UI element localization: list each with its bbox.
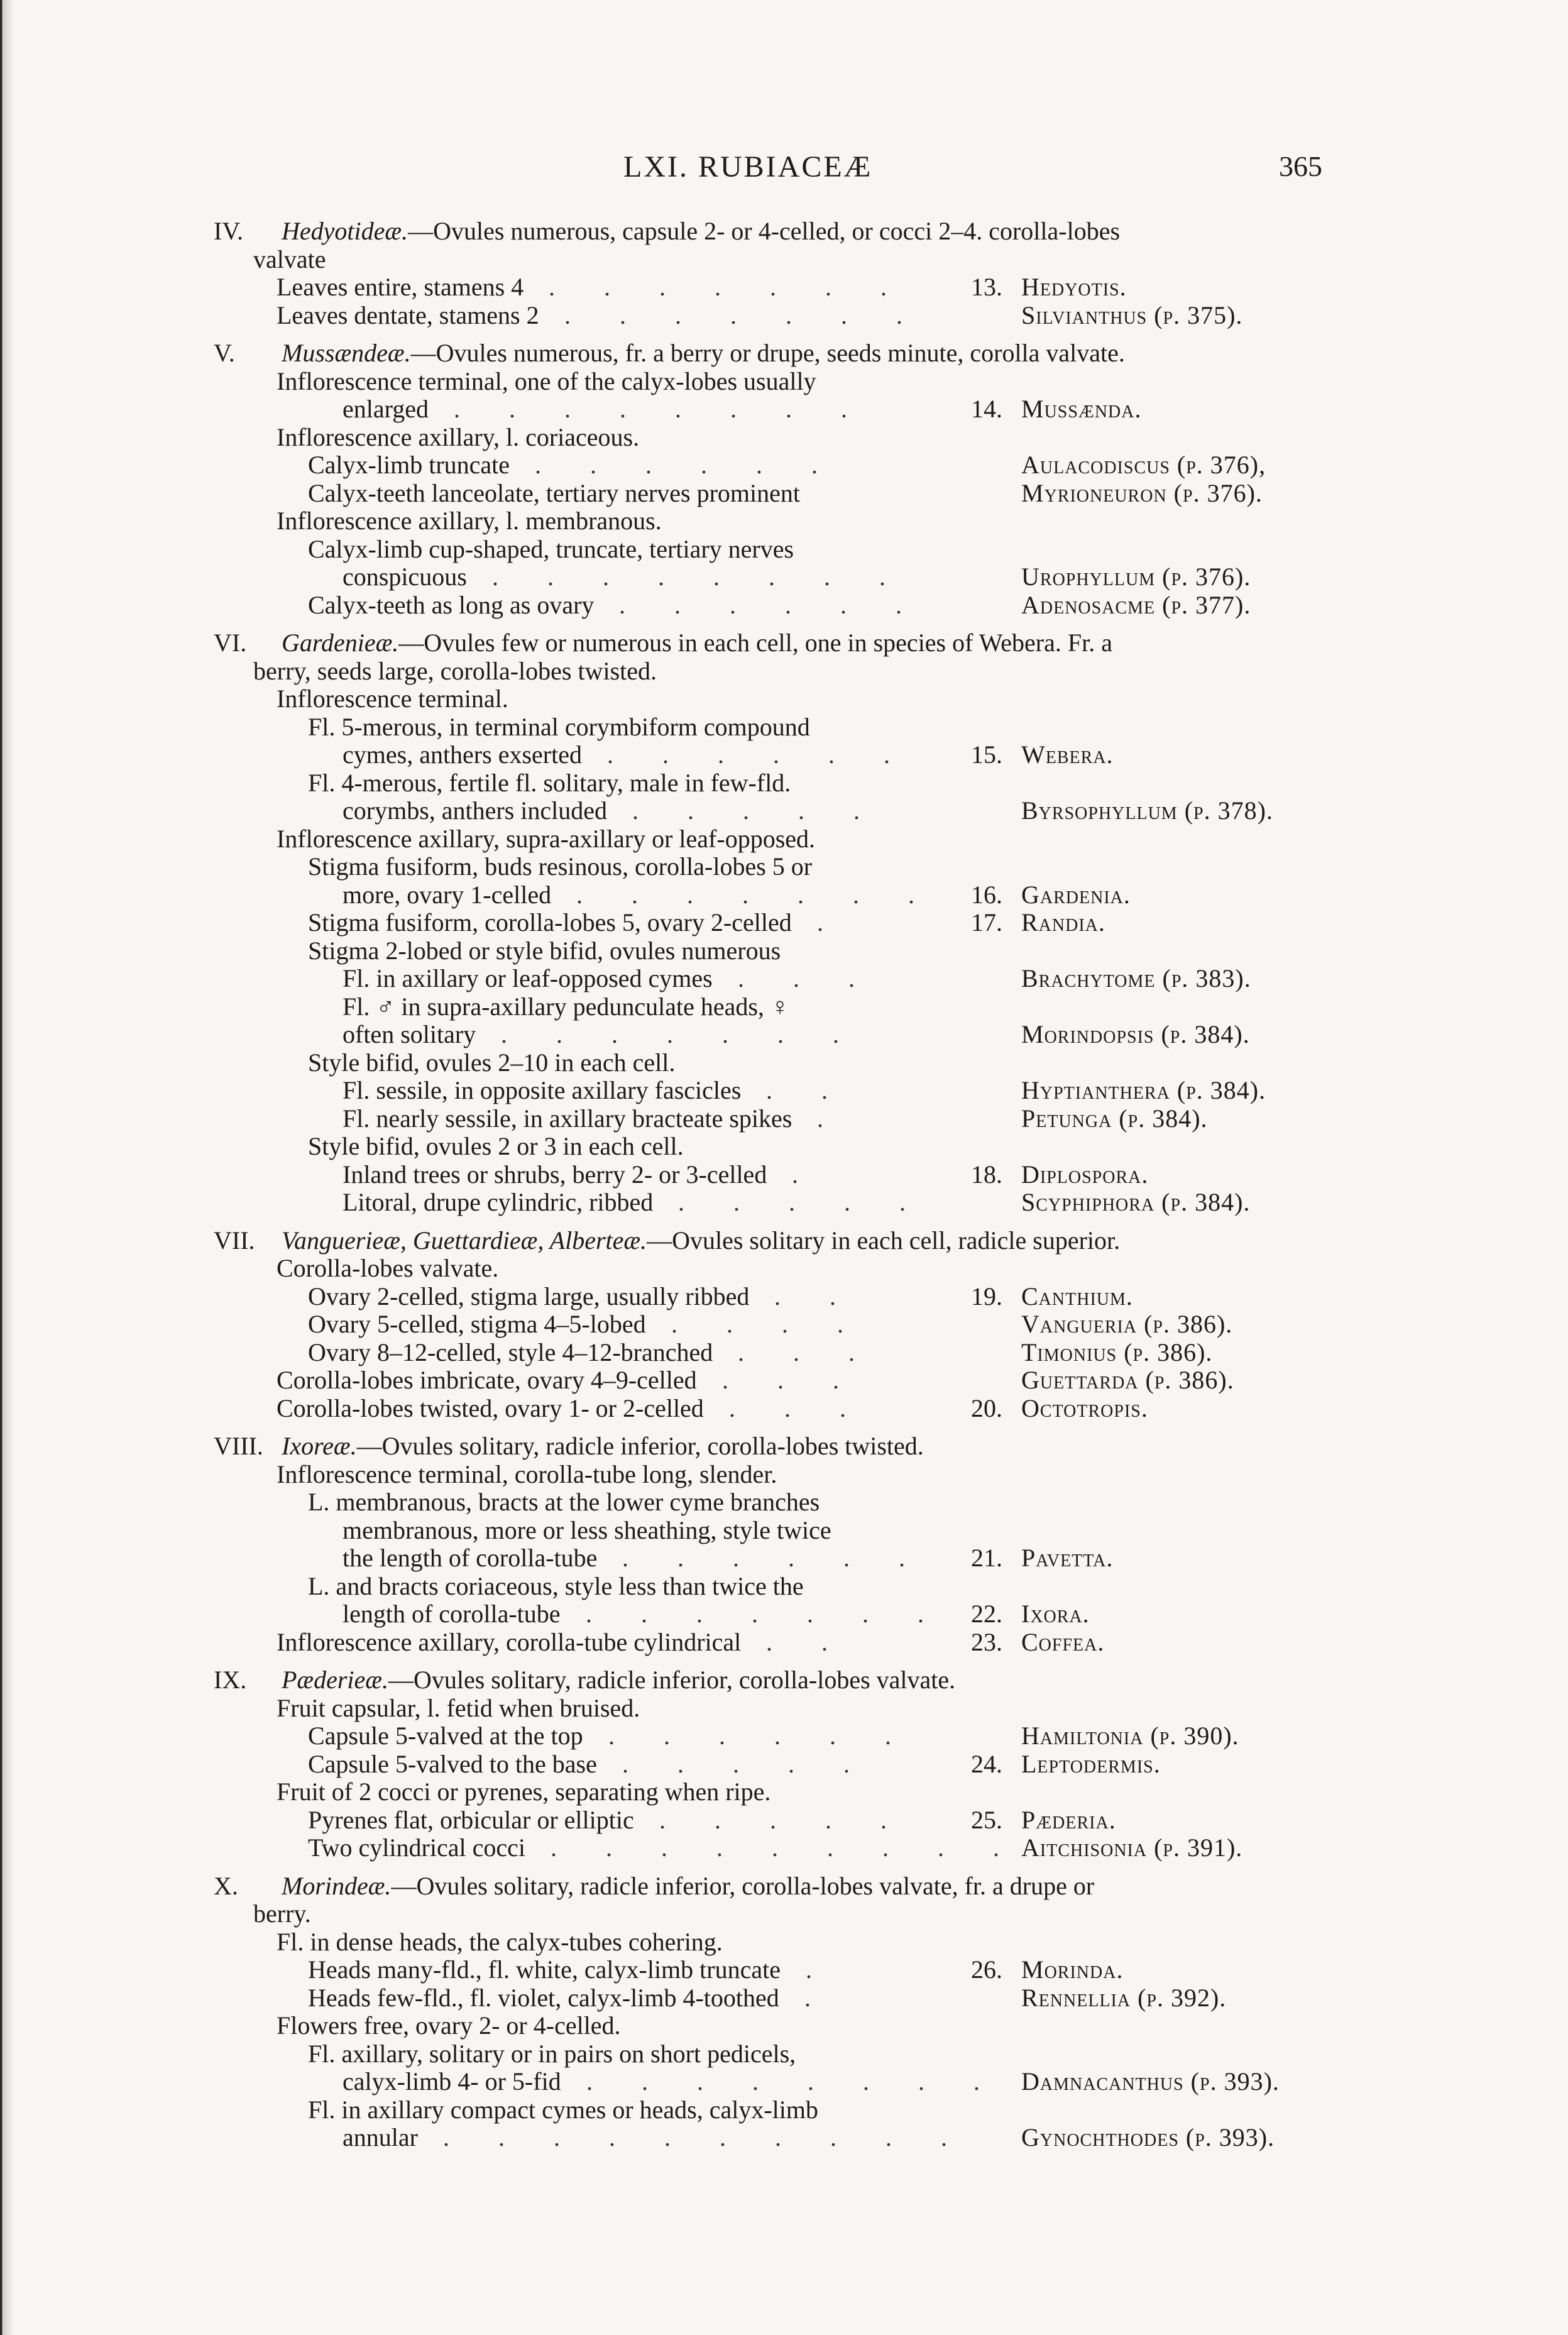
leader-dots: . . <box>766 1627 849 1656</box>
tribe-description-continued <box>0 657 1568 686</box>
entry-text: L. membranous, bracts at the lower cyme branches <box>308 1488 820 1516</box>
genus-name: Canthium. <box>1021 1282 1133 1310</box>
key-entry <box>0 1461 1568 1489</box>
entry-text: Fruit of 2 cocci or pyrenes, separating when ripe. <box>277 1777 771 1806</box>
entry-text: cymes, anthers exserted <box>343 740 582 769</box>
genus-number: 19. <box>971 1282 1002 1310</box>
entry-text: Calyx-limb cup-shaped, truncate, tertiary nerves <box>308 534 794 563</box>
leader-dots: . . . <box>738 964 876 992</box>
tribe-heading <box>0 1432 1568 1461</box>
tribe-name: Morindeæ. <box>282 1871 392 1900</box>
genus-name: Gynochthodes (p. 393). <box>1021 2123 1275 2151</box>
genus-name: Myrioneuron (p. 376). <box>1021 478 1263 507</box>
entry-text: Fl. 4-merous, fertile fl. solitary, male in few-fld. <box>308 768 791 797</box>
key-entry <box>0 395 1568 424</box>
continuation-text: valvate <box>253 244 326 273</box>
key-entry <box>0 1984 1568 2013</box>
genus-name: Pæderia. <box>1021 1805 1116 1834</box>
entry-text: often solitary <box>343 1020 476 1048</box>
tribe-description <box>282 217 1120 246</box>
entry-text: Style bifid, ovules 2–10 in each cell. <box>308 1048 676 1077</box>
key-entry <box>0 1133 1568 1161</box>
entry-text: Inflorescence axillary, l. membranous. <box>277 507 662 535</box>
leader-dots: . . . . . . . . <box>454 395 869 423</box>
leader-dots: . <box>806 1955 833 1984</box>
tribe-name: Pæderieæ. <box>282 1666 388 1694</box>
genus-name: Scyphiphora (p. 384). <box>1021 1188 1251 1216</box>
genus-name: Guettarda (p. 386). <box>1021 1366 1234 1394</box>
genus-number: 16. <box>971 880 1002 909</box>
tribe-description-continued <box>0 246 1568 274</box>
tribe-heading <box>0 629 1568 657</box>
tribe-name: Mussændeæ. <box>282 339 411 367</box>
leader-dots: . . . . . . <box>607 740 911 769</box>
entry-text: Fl. axillary, solitary or in pairs on short pedicels, <box>308 2039 796 2068</box>
entry-text: Inland trees or shrubs, berry 2- or 3-celled <box>343 1160 767 1189</box>
genus-name: Timonius (p. 386). <box>1021 1338 1213 1366</box>
entry-text: Calyx-teeth as long as ovary <box>308 590 595 619</box>
genus-name: Morindopsis (p. 384). <box>1021 1020 1250 1048</box>
entry-text: Fl. nearly sessile, in axillary bracteate spikes <box>343 1104 792 1133</box>
tribe-numeral: X. <box>214 1871 238 1900</box>
key-entry <box>0 1778 1568 1806</box>
tribe-characters: —Ovules numerous, fr. a berry or drupe, seeds minute, corolla valvate. <box>410 339 1125 367</box>
entry-text: corymbs, anthers included <box>343 796 607 825</box>
entry-text: Ovary 5-celled, stigma 4–5-lobed <box>308 1310 646 1338</box>
key-entry <box>0 1600 1568 1629</box>
key-entry <box>0 1049 1568 1077</box>
entry-text: Fl. in axillary or leaf-opposed cymes <box>343 964 713 992</box>
key-entry <box>0 993 1568 1021</box>
key-entry <box>0 797 1568 825</box>
key-entry <box>0 1695 1568 1723</box>
entry-text: Heads many-fld., fl. white, calyx-limb truncate <box>308 1955 781 1984</box>
genus-name: Aulacodiscus (p. 376), <box>1021 451 1266 479</box>
leader-dots: . . . . . . <box>622 1544 926 1572</box>
key-entry <box>0 2068 1568 2096</box>
entry-text: Fl. in dense heads, the calyx-tubes cohering. <box>277 1927 723 1956</box>
genus-number: 18. <box>971 1160 1002 1189</box>
leader-dots: . . . . . . . . . . <box>443 2123 968 2151</box>
entry-text: Two cylindrical cocci <box>308 1833 525 1862</box>
genus-name: Webera. <box>1021 740 1114 769</box>
key-entry <box>0 1255 1568 1283</box>
leader-dots: . <box>817 908 845 937</box>
running-title: LXI. RUBIACEÆ <box>623 150 873 184</box>
genus-name: Hyptianthera (p. 384). <box>1021 1076 1266 1104</box>
entry-text: Ovary 2-celled, stigma large, usually ribbed <box>308 1282 750 1310</box>
key-entry <box>0 273 1568 302</box>
key-entry <box>0 2012 1568 2040</box>
entry-text: Stigma 2-lobed or style bifid, ovules numerous <box>308 936 781 965</box>
genus-number: 20. <box>971 1393 1002 1422</box>
genus-number: 21. <box>971 1544 1002 1572</box>
leader-dots: . . . . . <box>632 796 881 825</box>
genus-name: Rennellia (p. 392). <box>1021 1983 1227 2012</box>
key-entry <box>0 536 1568 564</box>
leader-dots: . . . <box>738 1338 876 1366</box>
entry-text: Inflorescence axillary, l. coriaceous. <box>277 422 640 451</box>
entry-text: Litoral, drupe cylindric, ribbed <box>343 1188 654 1216</box>
genus-name: Gardenia. <box>1021 880 1131 909</box>
entry-text: enlarged <box>343 395 429 423</box>
key-entry <box>0 1283 1568 1311</box>
genus-name: Diplospora. <box>1021 1160 1149 1189</box>
key-entry <box>0 1722 1568 1750</box>
leader-dots: . <box>817 1104 845 1133</box>
tribe-characters: —Ovules few or numerous in each cell, one in species of Webera. Fr. a <box>398 629 1112 657</box>
genus-name: Brachytome (p. 383). <box>1021 964 1251 992</box>
entry-text: Capsule 5-valved at the top <box>308 1722 583 1750</box>
genus-number: 13. <box>971 273 1002 301</box>
entry-text: Inflorescence axillary, supra-axillary or leaf-opposed. <box>277 824 816 853</box>
genus-number: 17. <box>971 908 1002 937</box>
key-entry <box>0 1189 1568 1217</box>
entry-text: Corolla-lobes twisted, ovary 1- or 2-celled <box>277 1393 704 1422</box>
key-entry <box>0 563 1568 591</box>
entry-text: length of corolla-tube <box>343 1600 561 1628</box>
key-entry <box>0 480 1568 508</box>
genus-number: 14. <box>971 395 1002 423</box>
leader-dots: . . . . . . . <box>549 273 908 301</box>
genus-number: 25. <box>971 1805 1002 1834</box>
key-entry <box>0 713 1568 742</box>
leader-dots: . . <box>766 1076 849 1104</box>
key-entry <box>0 1629 1568 1657</box>
entry-text: Leaves dentate, stamens 2 <box>277 300 539 329</box>
leader-dots: . . . . . <box>622 1749 871 1778</box>
leader-dots: . . . . . <box>659 1805 908 1834</box>
key-entry <box>0 965 1568 993</box>
entry-text: Inflorescence terminal, one of the calyx-lobes usually <box>277 366 816 395</box>
key-entry <box>0 1395 1568 1423</box>
tribe-characters: —Ovules solitary, radicle inferior, corolla-lobes valvate, fr. a drupe or <box>391 1871 1095 1900</box>
tribe-characters: —Ovules solitary in each cell, radicle superior. <box>647 1226 1121 1255</box>
entry-text: Inflorescence axillary, corolla-tube cylindrical <box>277 1627 742 1656</box>
tribe-name: Vanguerieæ, Guettardieæ, Alberteæ. <box>282 1226 647 1255</box>
key-entry <box>0 1834 1568 1862</box>
genus-name: Randia. <box>1021 908 1105 937</box>
leader-dots: . . . . . . . . <box>586 2067 1001 2096</box>
tribe-numeral: V. <box>214 339 235 367</box>
key-entry <box>0 1339 1568 1367</box>
continuation-text: berry. <box>253 1899 311 1928</box>
genus-name: Adenosacme (p. 377). <box>1021 590 1251 619</box>
key-entry <box>0 909 1568 937</box>
entry-text: membranous, more or less sheathing, style twice <box>343 1515 831 1544</box>
page-number: 365 <box>1279 150 1322 182</box>
genus-name: Leptodermis. <box>1021 1749 1161 1778</box>
tribe-heading <box>0 1872 1568 1901</box>
key-entry <box>0 2040 1568 2069</box>
entry-text: calyx-limb 4- or 5-fid <box>343 2067 561 2096</box>
entry-text: Corolla-lobes valvate. <box>277 1254 499 1282</box>
key-entry <box>0 2096 1568 2124</box>
tribe-numeral: IV. <box>214 217 244 245</box>
genus-name: Hedyotis. <box>1021 273 1127 301</box>
leader-dots: . . . . . . . <box>501 1020 860 1048</box>
tribe-description <box>282 1666 955 1695</box>
continuation-text: berry, seeds large, corolla-lobes twisted. <box>253 656 657 685</box>
tribe-description <box>282 1872 1094 1901</box>
key-entry <box>0 1544 1568 1573</box>
tribe-heading <box>0 339 1568 368</box>
entry-text: the length of corolla-tube <box>343 1544 598 1572</box>
tribe-numeral: VI. <box>214 629 247 657</box>
tribe-description <box>282 629 1112 657</box>
genus-name: Mussænda. <box>1021 395 1142 423</box>
entry-text: Ovary 8–12-celled, style 4–12-branched <box>308 1338 713 1366</box>
entry-text: Inflorescence terminal, corolla-tube long, slender. <box>277 1459 777 1488</box>
leader-dots: . . . . . . <box>535 451 839 479</box>
leader-dots: . . . . . <box>678 1188 927 1216</box>
leader-dots: . <box>804 1983 832 2012</box>
key-entry <box>0 741 1568 769</box>
leader-dots: . . . . . . <box>608 1722 913 1750</box>
entry-text: Fl. in axillary compact cymes or heads, calyx-limb <box>308 2095 818 2124</box>
key-entry <box>0 1021 1568 1049</box>
key-entry <box>0 368 1568 396</box>
tribe-heading <box>0 1227 1568 1255</box>
genus-name: Octotropis. <box>1021 1393 1148 1422</box>
entry-text: Flowers free, ovary 2- or 4-celled. <box>277 2011 621 2040</box>
key-entry <box>0 881 1568 909</box>
tribe-numeral: VII. <box>214 1226 255 1255</box>
entry-text: Corolla-lobes imbricate, ovary 4–9-celled <box>277 1366 697 1394</box>
page-header <box>0 150 1568 194</box>
leader-dots: . . . . . . <box>619 590 923 619</box>
key-entry <box>0 591 1568 620</box>
key-entry <box>0 2124 1568 2152</box>
tribe-characters: —Ovules numerous, capsule 2- or 4-celled, or cocci 2–4. corolla-lobes <box>408 217 1121 245</box>
genus-number: 22. <box>971 1600 1002 1628</box>
entry-text: Calyx-teeth lanceolate, tertiary nerves prominent <box>308 478 801 507</box>
key-entry <box>0 1928 1568 1957</box>
genus-name: Pavetta. <box>1021 1544 1114 1572</box>
genus-name: Morinda. <box>1021 1955 1124 1984</box>
leader-dots: . . . . <box>671 1310 865 1338</box>
tribe-heading <box>0 217 1568 246</box>
leader-dots: . . . . . . . <box>564 300 924 329</box>
entry-text: more, ovary 1-celled <box>343 880 552 909</box>
leader-dots: . . . <box>722 1366 860 1394</box>
key-entry <box>0 424 1568 452</box>
genus-number: 23. <box>971 1627 1002 1656</box>
tribe-characters: —Ovules solitary, radicle inferior, corolla-lobes valvate. <box>388 1666 956 1694</box>
entry-text: conspicuous <box>343 563 467 591</box>
key-entry <box>0 1077 1568 1105</box>
leader-dots: . . . . . . . . . <box>551 1833 1021 1862</box>
genus-name: Silvianthus (p. 375). <box>1021 300 1243 329</box>
tribe-description <box>282 1432 924 1461</box>
tribe-characters: —Ovules solitary, radicle inferior, corolla-lobes twisted. <box>356 1432 924 1460</box>
tribe-description <box>282 1227 1120 1255</box>
genus-name: Ixora. <box>1021 1600 1090 1628</box>
leader-dots: . . . . . . . <box>586 1600 945 1628</box>
entry-text: Leaves entire, stamens 4 <box>277 273 524 301</box>
genus-name: Vangueria (p. 386). <box>1021 1310 1233 1338</box>
key-entry <box>0 1750 1568 1779</box>
key-entry <box>0 1573 1568 1601</box>
entry-text: Fl. ♂ in supra-axillary pedunculate heads, ♀ <box>343 992 789 1021</box>
key-entry <box>0 1366 1568 1395</box>
key-to-tribes-and-genera <box>0 207 1568 2152</box>
tribe-name: Hedyotideæ. <box>282 217 408 245</box>
genus-name: Aitchisonia (p. 391). <box>1021 1833 1243 1862</box>
key-entry <box>0 769 1568 798</box>
entry-text: Stigma fusiform, corolla-lobes 5, ovary 2-celled <box>308 908 792 937</box>
key-entry <box>0 507 1568 536</box>
tribe-numeral: VIII. <box>214 1432 263 1460</box>
key-entry <box>0 1105 1568 1133</box>
key-entry <box>0 1956 1568 1984</box>
tribe-heading <box>0 1666 1568 1695</box>
genus-number: 24. <box>971 1749 1002 1778</box>
tribe-numeral: IX. <box>214 1666 247 1694</box>
entry-text: Fruit capsular, l. fetid when bruised. <box>277 1693 640 1722</box>
entry-text: Heads few-fld., fl. violet, calyx-limb 4-toothed <box>308 1983 779 2012</box>
key-entry <box>0 1488 1568 1517</box>
leader-dots: . . . . . . . <box>576 880 936 909</box>
entry-text: Fl. 5-merous, in terminal corymbiform compound <box>308 712 810 741</box>
leader-dots: . . <box>774 1282 857 1310</box>
tribe-description-continued <box>0 1900 1568 1928</box>
leader-dots: . . . <box>729 1393 867 1422</box>
key-entry <box>0 853 1568 881</box>
key-entry <box>0 937 1568 965</box>
entry-text: Fl. sessile, in opposite axillary fascicles <box>343 1076 742 1104</box>
key-entry <box>0 1161 1568 1189</box>
genus-number: 26. <box>971 1955 1002 1984</box>
key-entry <box>0 1310 1568 1339</box>
genus-name: Petunga (p. 384). <box>1021 1104 1208 1133</box>
key-entry <box>0 685 1568 713</box>
tribe-name: Ixoreæ. <box>282 1432 357 1460</box>
genus-name: Urophyllum (p. 376). <box>1021 563 1251 591</box>
genus-name: Hamiltonia (p. 390). <box>1021 1722 1239 1750</box>
leader-dots: . . . . . . . . <box>492 563 907 591</box>
genus-name: Damnacanthus (p. 393). <box>1021 2067 1280 2096</box>
genus-name: Byrsophyllum (p. 378). <box>1021 796 1273 825</box>
key-entry <box>0 825 1568 854</box>
leader-dots: . <box>792 1160 820 1189</box>
entry-text: annular <box>343 2123 418 2151</box>
entry-text: Pyrenes flat, orbicular or elliptic <box>308 1805 634 1834</box>
genus-name: Coffea. <box>1021 1627 1105 1656</box>
entry-text: Stigma fusiform, buds resinous, corolla-lobes 5 or <box>308 852 813 881</box>
key-entry <box>0 1517 1568 1545</box>
key-entry <box>0 302 1568 330</box>
key-entry <box>0 1806 1568 1835</box>
tribe-name: Gardenieæ. <box>282 629 399 657</box>
tribe-description <box>282 339 1125 368</box>
entry-text: Calyx-limb truncate <box>308 451 510 479</box>
key-entry <box>0 451 1568 480</box>
genus-number: 15. <box>971 740 1002 769</box>
entry-text: Inflorescence terminal. <box>277 684 508 713</box>
entry-text: Capsule 5-valved to the base <box>308 1749 597 1778</box>
entry-text: L. and bracts coriaceous, style less than twice the <box>308 1571 804 1600</box>
entry-text: Style bifid, ovules 2 or 3 in each cell. <box>308 1132 684 1160</box>
